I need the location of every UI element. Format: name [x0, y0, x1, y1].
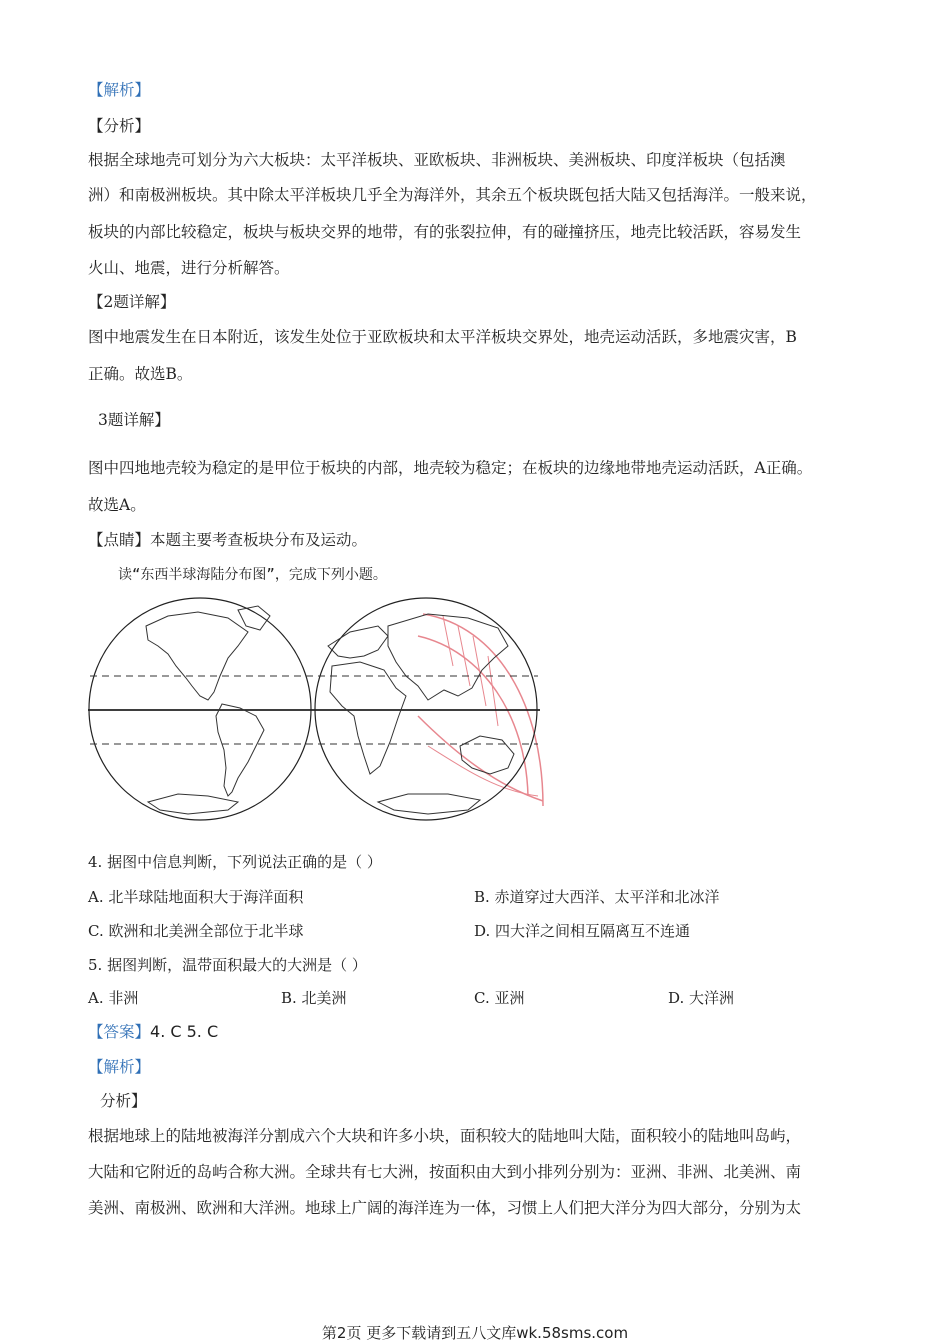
dianjing-text: 本题主要考查板块分布及运动。: [150, 531, 368, 549]
hemisphere-map-svg: [88, 596, 544, 826]
q2-line-2: 正确。故选B。: [88, 365, 193, 383]
asia-outline: [388, 614, 508, 700]
q2-heading: 【2题详解】: [88, 293, 176, 311]
fenxi-label-1: 【分析】: [88, 117, 151, 135]
q4-stem: 4. 据图中信息判断，下列说法正确的是（ ）: [88, 853, 382, 871]
greenland-outline: [238, 606, 270, 630]
africa-outline: [330, 662, 406, 774]
analysis-line-4: 火山、地震，进行分析解答。: [88, 259, 290, 277]
q5-option-d: D. 大洋洲: [668, 989, 735, 1007]
q4-option-a: A. 北半球陆地面积大于海洋面积: [88, 888, 304, 906]
western-hemisphere: [89, 598, 311, 820]
australia-outline: [460, 736, 514, 774]
jiexi-label-2: 【解析】: [88, 1058, 151, 1076]
north-america-outline: [146, 612, 248, 700]
q4-option-c: C. 欧洲和北美洲全部位于北半球: [88, 922, 304, 940]
q3-line-1: 图中四地地壳较为稳定的是甲位于板块的内部，地壳较为稳定；在板块的边缘地带地壳运动活跃，A正确。: [88, 459, 813, 477]
q5-option-c: C. 亚洲: [474, 989, 525, 1007]
answer-text: 4. C 5. C: [150, 1022, 219, 1041]
q5-option-a: A. 非洲: [88, 989, 139, 1007]
section2-line-3: 美洲、南极洲、欧洲和大洋洲。地球上广阔的海洋连为一体，习惯上人们把大洋分为四大部分，分别为太: [88, 1199, 802, 1217]
jiexi-label-1: 【解析】: [88, 81, 151, 99]
map-intro: 读“东西半球海陆分布图”，完成下列小题。: [118, 567, 387, 583]
analysis-line-2: 洲）和南极洲板块。其中除太平洋板块几乎全为海洋外，其余五个板块既包括大陆又包括海洋。一般来说，: [88, 186, 817, 204]
fenxi-label-2: 分析】: [100, 1092, 147, 1110]
q2-line-1: 图中地震发生在日本附近，该发生处位于亚欧板块和太平洋板块交界处，地壳运动活跃，多地震灾害，B: [88, 328, 797, 346]
q4-option-d: D. 四大洋之间相互隔离互不连通: [474, 922, 691, 940]
dianjing: [88, 530, 367, 550]
q5-stem: 5. 据图判断，温带面积最大的大洲是（ ）: [88, 956, 367, 974]
answer-label: 【答案】: [88, 1023, 151, 1041]
analysis-line-3: 板块的内部比较稳定，板块与板块交界的地带，有的张裂拉伸，有的碰撞挤压，地壳比较活跃，容易发生: [88, 223, 802, 241]
analysis-line-1: 根据全球地壳可划分为六大板块：太平洋板块、亚欧板块、非洲板块、美洲板块、印度洋板块（包括澳: [88, 151, 786, 169]
antarctica-west-outline: [148, 794, 238, 814]
q3-line-2: 故选A。: [88, 496, 146, 514]
south-america-outline: [216, 704, 264, 796]
eastern-hemisphere: [315, 598, 537, 820]
antarctica-east-outline: [378, 794, 480, 814]
section2-line-1: 根据地球上的陆地被海洋分割成六个大块和许多小块，面积较大的陆地叫大陆，面积较小的陆地叫岛屿，: [88, 1127, 802, 1145]
q3-heading: 3题详解】: [98, 411, 170, 429]
page-footer: 第2页 更多下载请到五八文库wk.58sms.com: [321, 1324, 629, 1342]
q4-option-b: B. 赤道穿过大西洋、太平洋和北冰洋: [474, 888, 720, 906]
dianjing-label: 【点睛】: [88, 531, 151, 549]
section2-line-2: 大陆和它附近的岛屿合称大洲。全球共有七大洲，按面积由大到小排列分别为：亚洲、非洲、北美洲、南: [88, 1163, 802, 1181]
hemisphere-map: [88, 596, 544, 826]
q5-option-b: B. 北美洲: [281, 989, 347, 1007]
answer: [88, 1022, 218, 1042]
